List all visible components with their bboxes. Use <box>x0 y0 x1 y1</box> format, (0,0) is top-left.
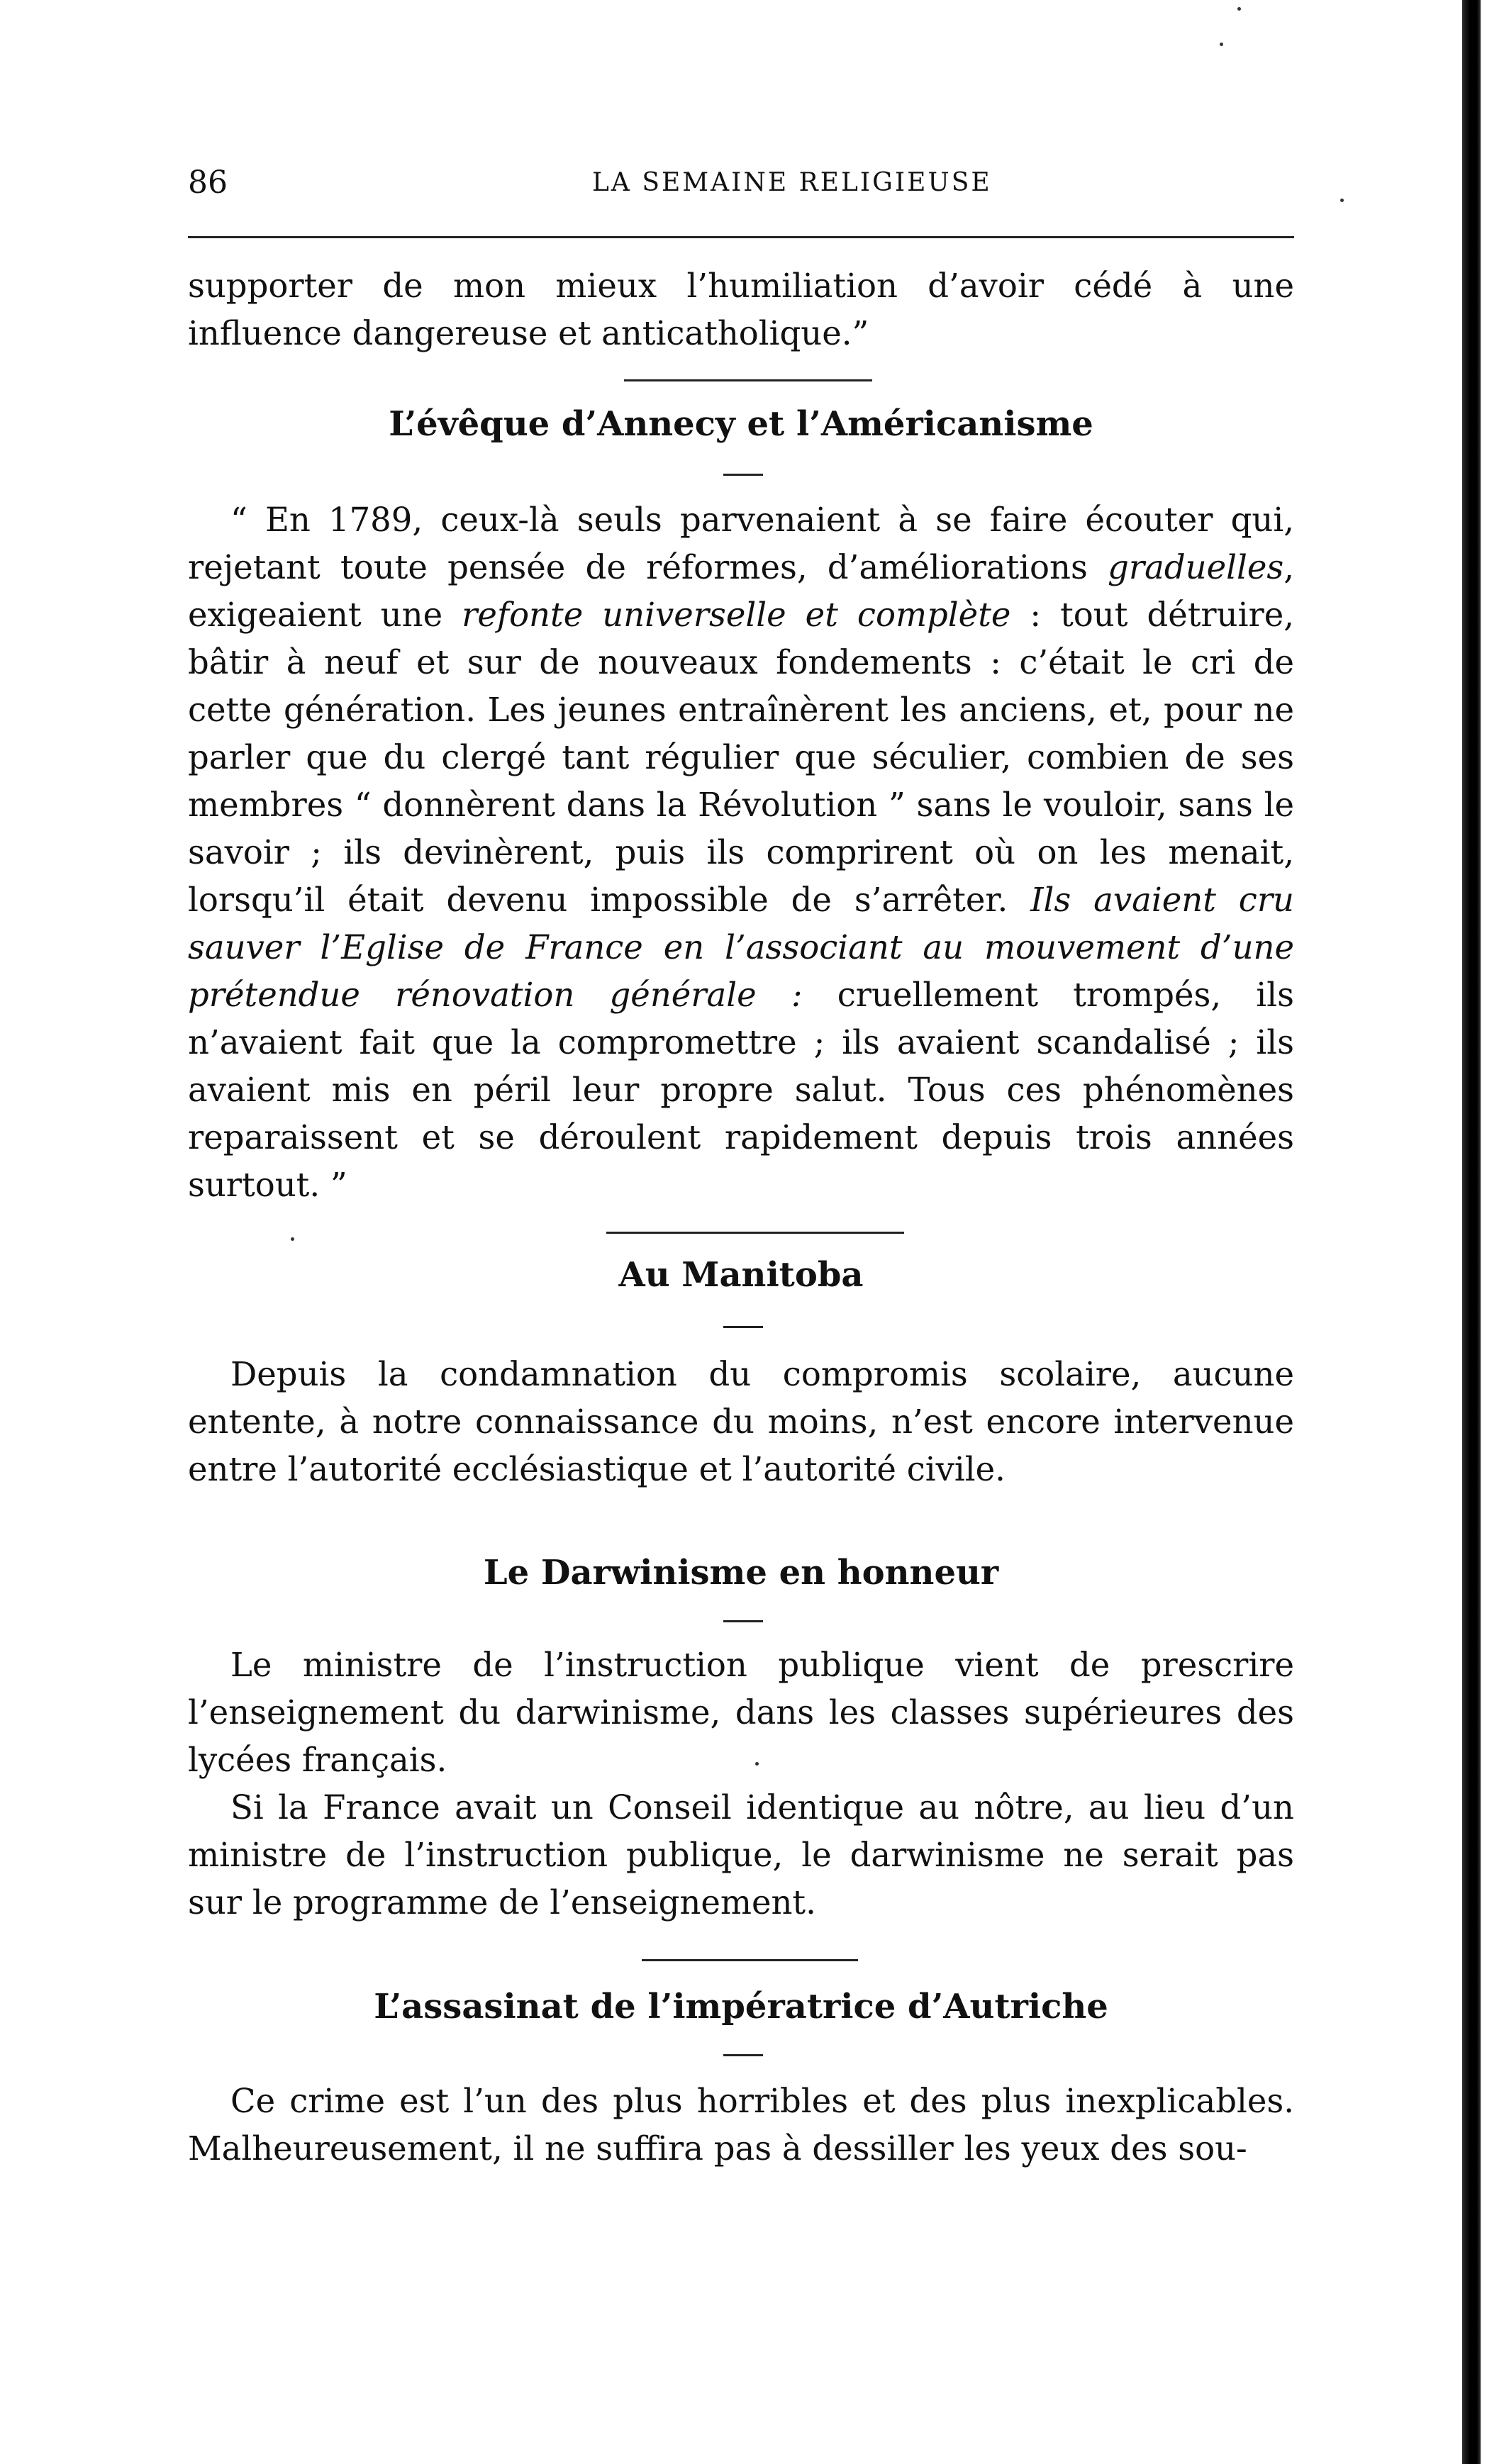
section-rule <box>642 1959 858 1961</box>
heading-dash <box>723 1326 763 1328</box>
italic-run: graduelles <box>1108 548 1284 586</box>
paragraph-darwinisme-2: Si la France avait un Conseil identique au nôtre, au lieu d’un ministre de l’instruction publique, le darwinisme ne serait pas sur le programme de l’enseignement. <box>188 1788 1294 1922</box>
running-head <box>188 162 1294 204</box>
section-rule <box>606 1232 904 1234</box>
header-rule <box>188 236 1294 238</box>
paragraph-imperatrice: Ce crime est l’un des plus horribles et des plus inexplicables. Malheureusement, il ne suffira pas à dessiller les yeux des sou- <box>188 2082 1294 2168</box>
print-speck <box>1220 43 1223 46</box>
print-speck <box>1340 199 1344 202</box>
section-heading-darwinisme: Le Darwinisme en honneur <box>483 1553 999 1593</box>
page-number: 86 <box>188 165 228 201</box>
text-run: cruellement trompés, ils n’avaient fait que la compromettre ; ils avaient scandalisé ; ils avaient mis en péril leur propre salut. Tous ces phénomènes reparaissent et se déroulent rapidement depuis trois années surtout. ” <box>188 976 1294 1204</box>
heading-dash <box>723 2054 763 2056</box>
heading-dash <box>723 474 763 476</box>
italic-run: refonte universelle et complète <box>462 596 1011 634</box>
text-run: : tout détruire, bâtir à neuf et sur de nouveaux fondements : c’était le cri de cette génération. Les jeunes entraînèrent les anciens, et, pour ne parler que du clergé tant régulier que séculier, combien de ses membres “ donnèrent dans la Révolution ” sans le vouloir, sans le savoir ; ils devinèrent, puis ils comprirent où on les menait, lorsqu’il était devenu impossible de s’arrêter. <box>188 596 1294 919</box>
section-heading-manitoba: Au Manitoba <box>618 1255 864 1295</box>
section-heading-imperatrice: L’assasinat de l’impératrice d’Autriche <box>374 1987 1108 2027</box>
paragraph-manitoba: Depuis la condamnation du compromis scolaire, aucune entente, à notre connaissance du moins, n’est encore intervenue entre l’autorité ecclésiastique et l’autorité civile. <box>188 1355 1294 1488</box>
print-speck <box>1237 7 1241 11</box>
print-speck <box>291 1237 294 1241</box>
paragraph-darwinisme-1: Le ministre de l’instruction publique vient de prescrire l’enseignement du darwinisme, dans les classes supérieures des lycées français. <box>188 1646 1294 1779</box>
text-run: “ En 1789, ceux-là seuls parvenaient à se faire écouter qui, rejetant toute pensée de réformes, d’améliorations <box>188 501 1294 586</box>
section-heading-annecy: L’évêque d’Annecy et l’Américanisme <box>389 404 1093 444</box>
running-title: LA SEMAINE RELIGIEUSE <box>592 168 992 197</box>
continuation-paragraph: supporter de mon mieux l’humiliation d’avoir cédé à une influence dangereuse et anticatholique.” <box>188 267 1294 352</box>
text-run: , exigeaient une <box>188 548 1294 634</box>
paragraph-annecy-quote <box>188 496 1294 1209</box>
section-rule <box>624 379 872 381</box>
heading-dash <box>723 1620 763 1622</box>
page-edge-shadow <box>1462 0 1481 2464</box>
italic-run: Ils avaient cru sauver l’Eglise de France en l’associant au mouvement d’une prétendue rénovation générale : <box>188 881 1294 1014</box>
